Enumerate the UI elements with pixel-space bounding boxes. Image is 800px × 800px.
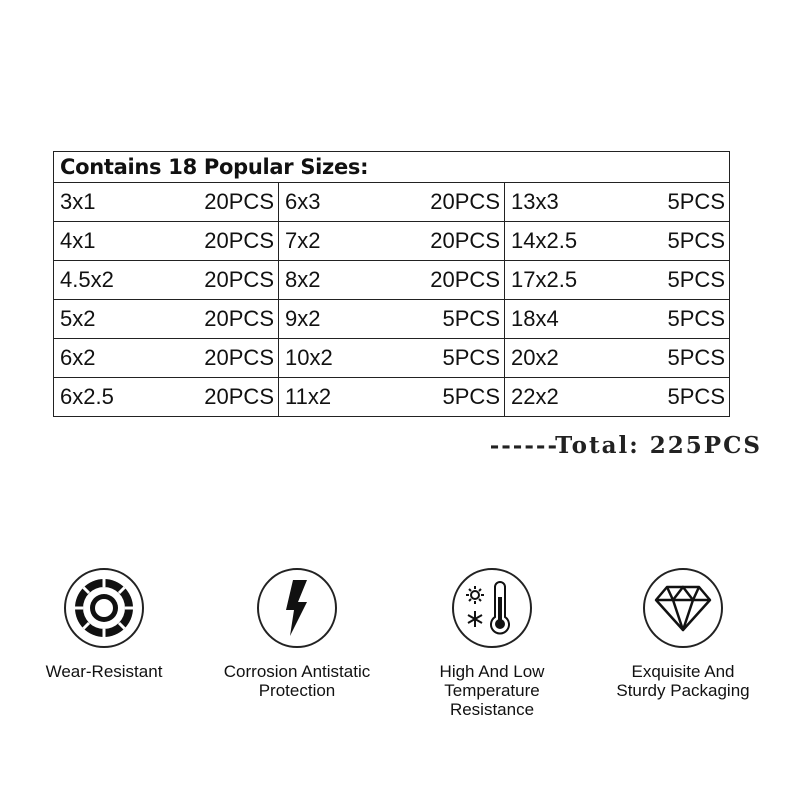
- size-value: 20x2: [511, 345, 559, 370]
- size-value: 5x2: [60, 306, 96, 331]
- table-cell: [279, 261, 505, 299]
- table-cell: [54, 261, 279, 299]
- size-value: 6x2: [60, 345, 96, 370]
- size-value: 13x3: [511, 189, 559, 214]
- size-value: 7x2: [285, 228, 321, 253]
- size-value: 10x2: [285, 345, 333, 370]
- feature-temperature-resistance: [392, 568, 592, 719]
- table-cell: [505, 378, 729, 416]
- quantity-value: 5PCS: [442, 384, 500, 409]
- quantity-value: 5PCS: [442, 306, 500, 331]
- quantity-value: 20PCS: [204, 189, 274, 214]
- size-value: 4x1: [60, 228, 96, 253]
- table-row: [54, 222, 729, 261]
- table-cell: [279, 300, 505, 338]
- table-cell: [505, 222, 729, 260]
- table-row: [54, 183, 729, 222]
- size-value: 11x2: [285, 384, 332, 409]
- sizes-table: [53, 151, 730, 417]
- table-cell: [54, 183, 279, 221]
- diamond-icon: [653, 583, 713, 633]
- quantity-value: 5PCS: [667, 228, 725, 253]
- total-label: ------Total: 225PCS: [489, 432, 762, 459]
- quantity-value: 20PCS: [204, 267, 274, 292]
- table-row: [54, 261, 729, 300]
- table-cell: [505, 261, 729, 299]
- feature-label: Wear-Resistant: [45, 662, 163, 681]
- quantity-value: 20PCS: [430, 267, 500, 292]
- feature-wear-resistant: [4, 568, 204, 681]
- table-row: [54, 378, 729, 416]
- feature-label: Exquisite And Sturdy Packaging: [616, 662, 750, 700]
- table-cell: [279, 183, 505, 221]
- table-cell: [54, 222, 279, 260]
- quantity-value: 20PCS: [204, 228, 274, 253]
- quantity-value: 20PCS: [430, 189, 500, 214]
- feature-icon-circle: [452, 568, 532, 648]
- quantity-value: 5PCS: [667, 306, 725, 331]
- feature-corrosion-antistatic: [197, 568, 397, 700]
- table-body: [54, 183, 729, 416]
- table-cell: [505, 183, 729, 221]
- table-cell: [54, 339, 279, 377]
- table-cell: [279, 222, 505, 260]
- table-cell: [54, 378, 279, 416]
- feature-icon-circle: [257, 568, 337, 648]
- table-row: [54, 300, 729, 339]
- feature-label: Corrosion Antistatic Protection: [223, 662, 371, 700]
- feature-label: High And Low Temperature Resistance: [439, 662, 545, 719]
- table-cell: [54, 300, 279, 338]
- quantity-value: 5PCS: [667, 345, 725, 370]
- quantity-value: 5PCS: [442, 345, 500, 370]
- size-value: 8x2: [285, 267, 321, 292]
- quantity-value: 20PCS: [204, 306, 274, 331]
- size-value: 4.5x2: [60, 267, 114, 292]
- lightning-icon: [277, 578, 317, 638]
- quantity-value: 5PCS: [667, 189, 725, 214]
- table-title: Contains 18 Popular Sizes:: [54, 152, 729, 183]
- size-value: 22x2: [511, 384, 559, 409]
- size-value: 3x1: [60, 189, 96, 214]
- quantity-value: 20PCS: [204, 345, 274, 370]
- size-value: 9x2: [285, 306, 321, 331]
- table-cell: [505, 339, 729, 377]
- thermometer-icon: [459, 575, 525, 641]
- table-cell: [279, 339, 505, 377]
- size-value: 6x3: [285, 189, 321, 214]
- table-cell: [505, 300, 729, 338]
- quantity-value: 5PCS: [667, 267, 725, 292]
- table-cell: [279, 378, 505, 416]
- feature-icon-circle: [64, 568, 144, 648]
- feature-icon-circle: [643, 568, 723, 648]
- feature-packaging: [583, 568, 783, 700]
- size-value: 18x4: [511, 306, 559, 331]
- quantity-value: 20PCS: [204, 384, 274, 409]
- quantity-value: 5PCS: [667, 384, 725, 409]
- size-value: 17x2.5: [511, 267, 578, 292]
- quantity-value: 20PCS: [430, 228, 500, 253]
- size-value: 6x2.5: [60, 384, 114, 409]
- size-value: 14x2.5: [511, 228, 578, 253]
- tire-icon: [71, 575, 137, 641]
- table-row: [54, 339, 729, 378]
